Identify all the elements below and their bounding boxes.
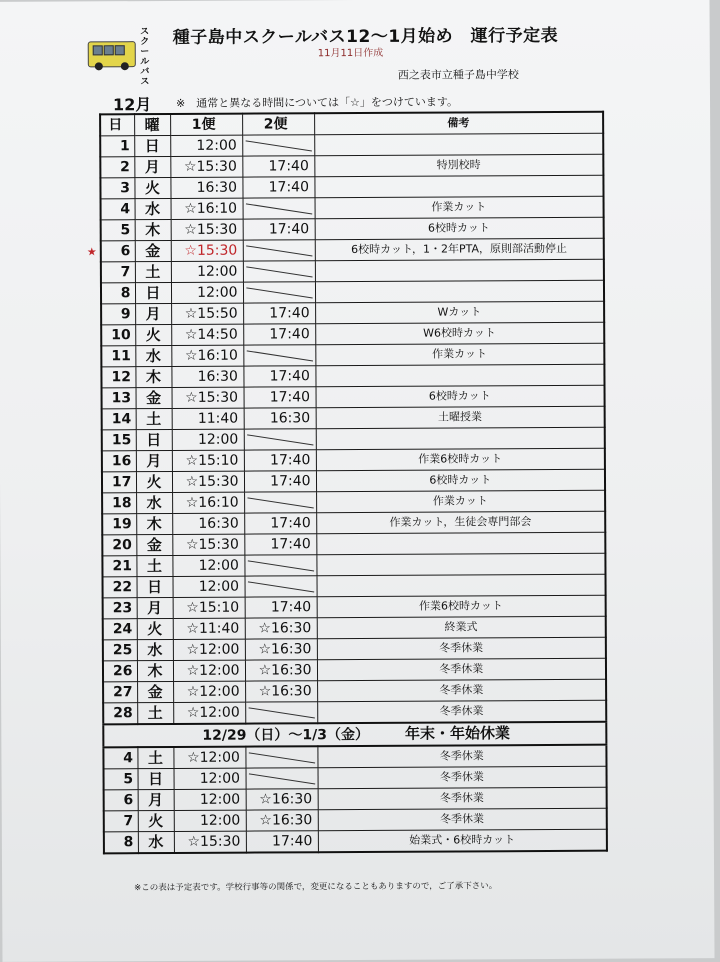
table-row (100, 133, 603, 157)
day-cell: 26 (103, 661, 137, 682)
weekday-cell: 土 (135, 261, 171, 282)
bus1-time-cell: ☆12:00 (173, 639, 245, 660)
bus2-time-cell: 17:40 (246, 831, 318, 853)
bus2-time-cell: 17:40 (243, 303, 315, 324)
remarks-cell (316, 532, 605, 555)
weekday-cell: 水 (135, 345, 171, 366)
remarks-cell (314, 133, 603, 156)
bus1-time-cell: ☆12:00 (173, 702, 245, 724)
bus1-time-cell: ☆15:30 (172, 471, 244, 492)
remarks-cell (315, 259, 604, 282)
bus1-time-cell: ☆12:00 (173, 660, 245, 681)
weekday-cell: 日 (134, 135, 170, 156)
weekday-cell: 日 (137, 576, 173, 597)
table-row (103, 595, 606, 619)
table-row (102, 553, 605, 577)
bus1-time-cell: 12:00 (174, 810, 246, 831)
bus1-time-cell: 12:00 (170, 135, 242, 156)
remarks-cell: W6校時カット (315, 322, 604, 345)
table-row (101, 301, 604, 325)
weekday-cell: 火 (137, 618, 173, 639)
header-bus1: 1便 (170, 114, 242, 136)
table-row (101, 280, 604, 304)
bus1-time-cell: 12:00 (174, 789, 246, 810)
month-label: 12月 (112, 95, 152, 115)
table-row (102, 490, 605, 514)
weekday-cell: 火 (134, 177, 170, 198)
table-row (103, 637, 606, 661)
bus2-time-cell: 17:40 (244, 450, 316, 471)
bus-schedule-table (99, 111, 608, 855)
red-star-marker: ★ (86, 245, 97, 259)
table-row (102, 427, 605, 451)
weekday-cell: 水 (137, 639, 173, 660)
bus2-time-cell: ☆16:30 (245, 681, 317, 702)
weekday-cell: 月 (138, 789, 174, 810)
day-cell: 9 (101, 304, 135, 325)
bus2-time-cell: 17:40 (244, 513, 316, 534)
bus1-time-cell: ☆12:00 (173, 747, 245, 769)
bus1-time-cell: 12:00 (171, 282, 243, 303)
bus1-time-cell: ☆15:30 (170, 156, 242, 177)
schedule-body (100, 133, 607, 853)
day-cell: 27 (103, 682, 137, 703)
bus1-time-cell: 12:00 (172, 429, 244, 450)
bus1-time-cell: ☆16:10 (171, 345, 243, 366)
day-cell: 6 (104, 790, 138, 811)
table-row (100, 154, 603, 178)
weekday-cell: 土 (136, 408, 172, 429)
weekday-cell: 木 (136, 513, 172, 534)
remarks-cell: 冬季休業 (318, 808, 607, 831)
bus1-time-cell: ☆16:10 (171, 198, 243, 219)
remarks-cell: 6校時カット，1・2年PTA，原則部活動停止 (315, 238, 604, 261)
day-cell: 23 (103, 598, 137, 619)
weekday-cell: 木 (135, 366, 171, 387)
bus2-time-cell (242, 135, 314, 156)
day-cell: 4 (103, 747, 137, 769)
bus2-time-cell (245, 746, 317, 768)
day-cell: 21 (102, 556, 136, 577)
bus2-time-cell: 17:40 (245, 597, 317, 618)
day-cell: 17 (102, 472, 136, 493)
remarks-cell: 作業カット (316, 490, 605, 513)
bus2-time-cell (245, 576, 317, 597)
holiday-separator-row (103, 722, 606, 748)
remarks-cell: 始業式・6校時カット (318, 829, 607, 852)
table-row (103, 658, 606, 682)
remarks-cell: 6校時カット (316, 385, 605, 408)
holiday-separator-cell (103, 722, 606, 748)
bus2-time-cell: 17:40 (243, 219, 315, 240)
table-header-row (100, 112, 603, 136)
bus2-time-cell (243, 261, 315, 282)
weekday-cell: 月 (137, 597, 173, 618)
day-cell: 6 (101, 241, 135, 262)
day-cell: 24 (103, 619, 137, 640)
bus1-time-cell: 16:30 (170, 177, 242, 198)
bus1-time-cell: ☆11:40 (173, 618, 245, 639)
table-row (102, 385, 605, 409)
bus2-time-cell (246, 768, 318, 789)
day-cell: 20 (102, 535, 136, 556)
star-note: ※ 通常と異なる時間については「☆」をつけています。 (175, 95, 459, 110)
weekday-cell: 月 (136, 450, 172, 471)
bus1-time-cell: 11:40 (172, 408, 244, 429)
bus2-time-cell: 17:40 (244, 534, 316, 555)
weekday-cell: 日 (138, 768, 174, 789)
bus1-time-cell: ☆14:50 (171, 324, 243, 345)
remarks-cell: 作業カット (315, 196, 604, 219)
day-cell: 19 (102, 514, 136, 535)
bus2-time-cell: ☆16:30 (245, 660, 317, 681)
bus1-time-cell: ☆16:10 (172, 492, 244, 513)
bus-vertical-label: スクールバス (140, 27, 150, 88)
day-cell: 15 (102, 430, 136, 451)
day-cell: 4 (101, 199, 135, 220)
remarks-cell (315, 280, 604, 303)
table-row (104, 808, 607, 832)
footer-note: ※この表は予定表です。学校行事等の関係で，変更になることもありますので，ご了承下さい。 (134, 881, 498, 894)
remarks-cell: 土曜授業 (316, 406, 605, 429)
weekday-cell: 日 (136, 429, 172, 450)
table-row (102, 532, 605, 556)
document-title: 種子島中スクールバス12～1月始め 運行予定表 (172, 25, 559, 48)
remarks-cell (317, 574, 606, 597)
bus1-time-cell: ☆15:30 (174, 831, 246, 853)
weekday-cell: 水 (138, 831, 174, 853)
header-weekday: 曜 (134, 114, 170, 136)
remarks-cell: 作業カット，生徒会専門部会 (316, 511, 605, 534)
weekday-cell: 日 (135, 282, 171, 303)
bus2-time-cell: 17:40 (243, 366, 315, 387)
bus2-time-cell: 16:30 (244, 408, 316, 429)
day-cell: 7 (101, 262, 135, 283)
bus2-time-cell: ☆16:30 (246, 810, 318, 831)
weekday-cell: 火 (135, 324, 171, 345)
weekday-cell: 土 (137, 702, 173, 724)
bus1-time-cell: ☆15:10 (172, 450, 244, 471)
table-row (104, 787, 607, 811)
weekday-cell: 金 (135, 240, 171, 261)
bus2-time-cell (243, 345, 315, 366)
school-bus-icon (88, 41, 136, 67)
table-row (101, 364, 604, 388)
remarks-cell: 6校時カット (315, 217, 604, 240)
bus2-time-cell (243, 240, 315, 261)
bus2-time-cell: ☆16:30 (245, 618, 317, 639)
day-cell: 5 (104, 769, 138, 790)
bus1-time-cell: ☆15:30 (172, 534, 244, 555)
table-row (103, 745, 606, 769)
day-cell: 11 (101, 346, 135, 367)
bus1-time-cell: ☆12:00 (173, 681, 245, 702)
table-row (102, 448, 605, 472)
day-cell: 3 (100, 178, 134, 199)
day-cell: 12 (101, 367, 135, 388)
weekday-cell: 水 (135, 198, 171, 219)
weekday-cell: 木 (135, 219, 171, 240)
weekday-cell: 火 (136, 471, 172, 492)
table-row (101, 238, 604, 262)
bus1-time-cell: ☆15:50 (171, 303, 243, 324)
day-cell: 1 (100, 136, 134, 157)
weekday-cell: 木 (137, 660, 173, 681)
header-day: 日 (100, 114, 134, 136)
remarks-cell: 冬季休業 (317, 700, 606, 723)
remarks-cell: 作業6校時カット (317, 595, 606, 618)
day-cell: 25 (103, 640, 137, 661)
remarks-cell: Wカット (315, 301, 604, 324)
weekday-cell: 土 (137, 747, 173, 769)
holiday-label: 年末・年始休業 (404, 724, 511, 743)
table-row (101, 217, 604, 241)
remarks-cell: 作業カット (315, 343, 604, 366)
weekday-cell: 金 (137, 681, 173, 702)
day-cell: 18 (102, 493, 136, 514)
bus2-time-cell: 17:40 (242, 156, 314, 177)
bus1-time-cell: ☆15:10 (173, 597, 245, 618)
remarks-cell: 冬季休業 (318, 787, 607, 810)
day-cell: 22 (103, 577, 137, 598)
bus2-time-cell (243, 198, 315, 219)
weekday-cell: 火 (138, 810, 174, 831)
bus1-time-cell: 16:30 (172, 513, 244, 534)
bus2-time-cell (244, 555, 316, 576)
table-row (101, 322, 604, 346)
bus1-time-cell: ☆15:30 (171, 219, 243, 240)
day-cell: 8 (104, 832, 138, 854)
day-cell: 16 (102, 451, 136, 472)
table-row (101, 196, 604, 220)
bus2-time-cell: 17:40 (243, 324, 315, 345)
bus1-time-cell: 12:00 (172, 555, 244, 576)
remarks-cell (316, 553, 605, 576)
bus1-time-cell: 12:00 (171, 261, 243, 282)
remarks-cell: 冬季休業 (317, 658, 606, 681)
day-cell: 2 (100, 157, 134, 178)
weekday-cell: 金 (136, 387, 172, 408)
remarks-cell (314, 175, 603, 198)
table-row (103, 616, 606, 640)
holiday-date-range: 12/29（日）～1/3（金） (202, 726, 370, 744)
remarks-cell: 冬季休業 (318, 766, 607, 789)
remarks-cell: 6校時カット (316, 469, 605, 492)
weekday-cell: 土 (136, 555, 172, 576)
day-cell: 10 (101, 325, 135, 346)
table-row (101, 259, 604, 283)
bus2-time-cell (245, 702, 317, 724)
table-row (100, 175, 603, 199)
weekday-cell: 金 (136, 534, 172, 555)
table-row (104, 829, 607, 853)
table-row (103, 679, 606, 703)
table-row (103, 700, 606, 724)
header-bus2: 2便 (242, 113, 314, 135)
remarks-cell: 冬季休業 (317, 679, 606, 702)
remarks-cell: 特別校時 (314, 154, 603, 177)
bus1-time-cell: ☆15:30 (171, 240, 243, 261)
header-remarks: 備考 (314, 112, 603, 135)
table-row (102, 406, 605, 430)
bus2-time-cell (243, 282, 315, 303)
bus1-time-cell: ☆15:30 (172, 387, 244, 408)
table-row (101, 343, 604, 367)
day-cell: 13 (102, 388, 136, 409)
remarks-cell (316, 427, 605, 450)
day-cell: 8 (101, 283, 135, 304)
table-row (102, 511, 605, 535)
day-cell: 14 (102, 409, 136, 430)
bus2-time-cell: 17:40 (242, 177, 314, 198)
created-date: 11月11日作成 (317, 47, 384, 60)
bus1-time-cell: 16:30 (171, 366, 243, 387)
bus2-time-cell: ☆16:30 (246, 789, 318, 810)
table-row (103, 574, 606, 598)
day-cell: 28 (103, 703, 137, 725)
table-row (102, 469, 605, 493)
remarks-cell (315, 364, 604, 387)
table-row (104, 766, 607, 790)
bus2-time-cell: ☆16:30 (245, 639, 317, 660)
bus2-time-cell (244, 492, 316, 513)
bus2-time-cell (244, 429, 316, 450)
remarks-cell: 冬季休業 (317, 637, 606, 660)
remarks-cell: 作業6校時カット (316, 448, 605, 471)
day-cell: 5 (101, 220, 135, 241)
bus1-time-cell: 12:00 (174, 768, 246, 789)
school-name: 西之表市立種子島中学校 (397, 68, 519, 82)
day-cell: 7 (104, 811, 138, 832)
remarks-cell: 終業式 (317, 616, 606, 639)
weekday-cell: 月 (134, 156, 170, 177)
bus2-time-cell: 17:40 (244, 387, 316, 408)
weekday-cell: 月 (135, 303, 171, 324)
bus1-time-cell: 12:00 (173, 576, 245, 597)
remarks-cell: 冬季休業 (317, 745, 606, 768)
weekday-cell: 水 (136, 492, 172, 513)
bus2-time-cell: 17:40 (244, 471, 316, 492)
